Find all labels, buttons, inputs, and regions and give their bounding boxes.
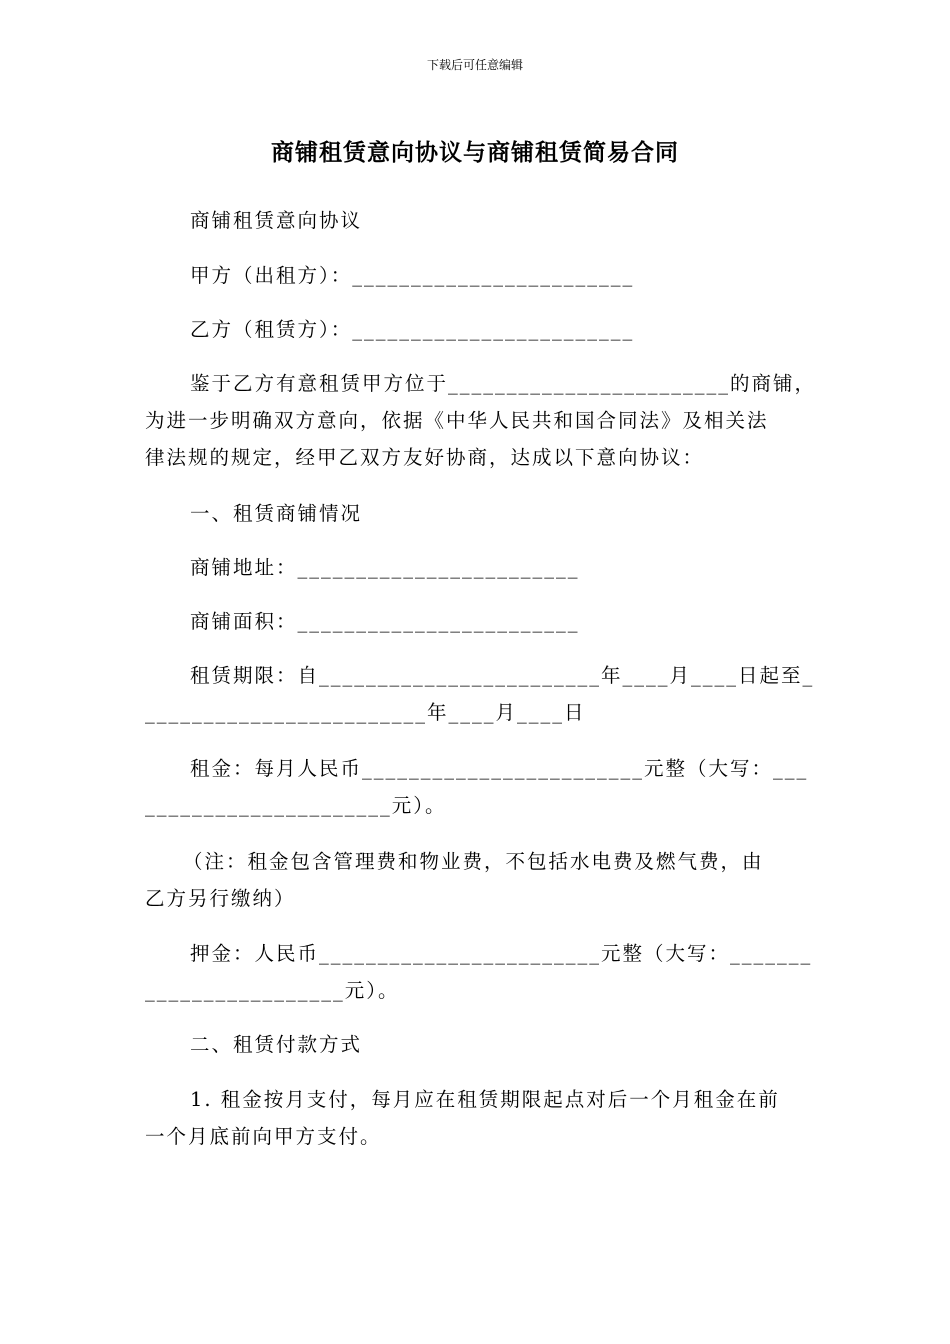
text-line: （注：租金包含管理费和物业费，不包括水电费及燃气费，由 bbox=[183, 850, 764, 873]
party-b-field bbox=[145, 311, 850, 348]
text-line: ________________________年____月____日 bbox=[145, 701, 586, 724]
text-line: 乙方（租赁方）：________________________ bbox=[190, 318, 635, 341]
party-a-field bbox=[145, 257, 850, 294]
text-line: 一个月底前向甲方支付。 bbox=[145, 1125, 382, 1148]
header-note: 下载后可任意编辑 bbox=[426, 58, 523, 72]
section-heading-intent-agreement bbox=[145, 202, 850, 239]
text-line: _________________元）。 bbox=[145, 979, 400, 1002]
deposit-field bbox=[145, 935, 813, 1009]
text-line: 为进一步明确双方意向，依据《中华人民共和国合同法》及相关法 bbox=[145, 409, 769, 432]
preamble-paragraph bbox=[145, 365, 817, 476]
text-line: 乙方另行缴纳） bbox=[145, 887, 296, 910]
shop-area-field bbox=[145, 603, 850, 640]
section-heading-shop-info bbox=[145, 495, 850, 532]
text-line: 一、租赁商铺情况 bbox=[190, 502, 363, 525]
text-line: 商铺租赁意向协议 bbox=[190, 209, 363, 232]
text-line: 1. 租金按月支付，每月应在租赁期限起点对后一个月租金在前 bbox=[190, 1088, 780, 1111]
section-heading-payment-method bbox=[145, 1026, 850, 1063]
text-line: 鉴于乙方有意租赁甲方位于________________________的商铺， bbox=[190, 372, 817, 395]
text-line: 押金：人民币________________________元整（大写：_______ bbox=[190, 942, 813, 965]
text-line: 租赁期限：自________________________年____月____日起至_ bbox=[190, 664, 815, 687]
text-line: 律法规的规定，经甲乙双方友好协商，达成以下意向协议： bbox=[145, 446, 705, 469]
text-line: 商铺面积：________________________ bbox=[190, 610, 580, 633]
text-line: 商铺地址：________________________ bbox=[190, 556, 580, 579]
text-line: 租金：每月人民币________________________元整（大写：___ bbox=[190, 757, 809, 780]
text-line: 二、租赁付款方式 bbox=[190, 1033, 363, 1056]
text-line: 甲方（出租方）：________________________ bbox=[190, 264, 635, 287]
rent-field bbox=[145, 750, 809, 824]
shop-address-field bbox=[145, 549, 850, 586]
text-line: _____________________元）。 bbox=[145, 794, 447, 817]
payment-clause-1 bbox=[145, 1081, 805, 1155]
lease-term-field bbox=[145, 657, 815, 731]
rent-note bbox=[145, 843, 805, 917]
document-title: 商铺租赁意向协议与商铺租赁简易合同 bbox=[271, 140, 679, 166]
